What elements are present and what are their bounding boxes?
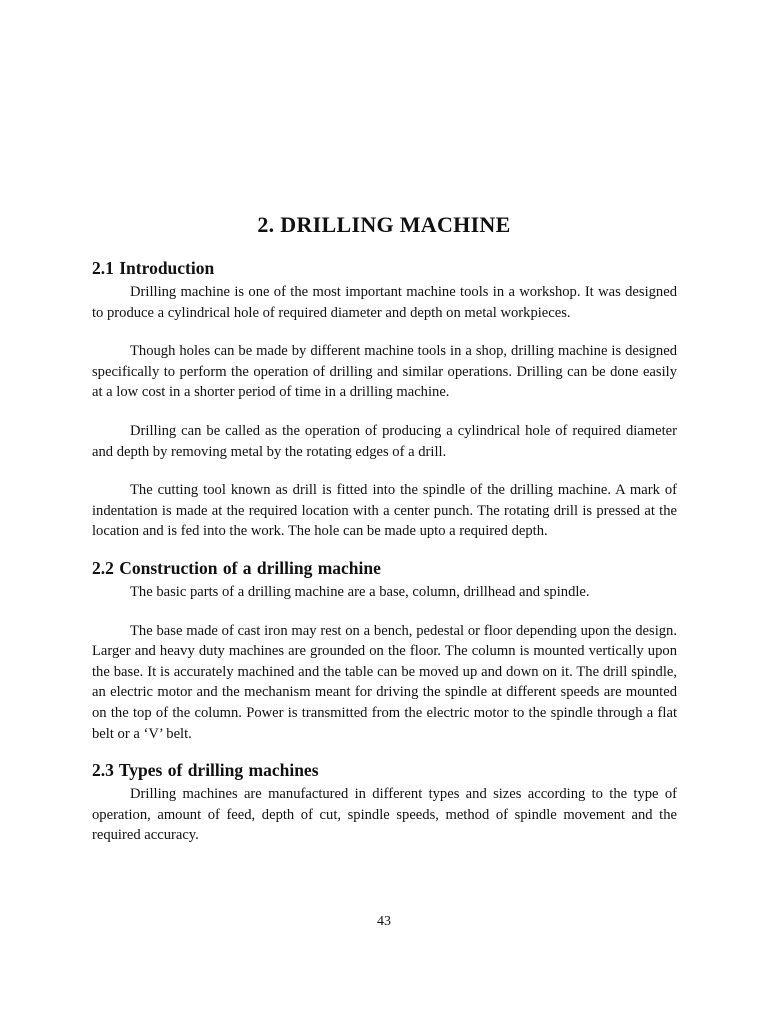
section-heading: 2.1 Introduction bbox=[92, 258, 215, 278]
paragraph: Drilling machine is one of the most important machine tools in a workshop. It was designed to produce a cylindrical hole of required diameter and depth on metal workpieces. bbox=[92, 284, 677, 321]
paragraph: The base made of cast iron may rest on a bench, pedestal or floor depending upon the design. Larger and heavy duty machines are grounded on the floor. The column is mounted vertically upon the base. It is accurately machined and the table can be moved up and down on it. The drill spindle, an electric motor and the mechanism meant for driving the spindle at different speeds are mounted on the top of the column. Power is transmitted from the electric motor to the spindle through a flat belt or a ‘V’ belt. bbox=[92, 622, 677, 742]
section-heading: 2.2 Construction of a drilling machine bbox=[92, 557, 381, 578]
chapter-title: 2. DRILLING MACHINE bbox=[257, 212, 511, 237]
section-types bbox=[92, 758, 677, 846]
paragraph: Though holes can be made by different machine tools in a shop, drilling machine is designed specifically to perform the operation of drilling and similar operations. Drilling can be done easily at a low cost in a shorter period of time in a drilling machine. bbox=[92, 343, 677, 401]
section-construction bbox=[92, 556, 677, 744]
paragraph: Drilling machines are manufactured in different types and sizes according to the type of operation, amount of feed, depth of cut, spindle speeds, method of spindle movement and the required accuracy. bbox=[92, 786, 677, 844]
page-content bbox=[92, 256, 677, 846]
paragraph: The basic parts of a drilling machine are a base, column, drillhead and spindle. bbox=[130, 583, 590, 600]
section-heading: 2.3 Types of drilling machines bbox=[92, 760, 319, 781]
section-introduction bbox=[92, 256, 677, 542]
paragraph: The cutting tool known as drill is fitted into the spindle of the drilling machine. A mark of indentation is made at the required location with a center punch. The rotating drill is pressed at the location and is fed into the work. The hole can be made upto a required depth. bbox=[92, 482, 677, 540]
page-number: 43 bbox=[377, 914, 391, 929]
paragraph: Drilling can be called as the operation of producing a cylindrical hole of required diameter and depth by removing metal by the rotating edges of a drill. bbox=[92, 422, 677, 460]
